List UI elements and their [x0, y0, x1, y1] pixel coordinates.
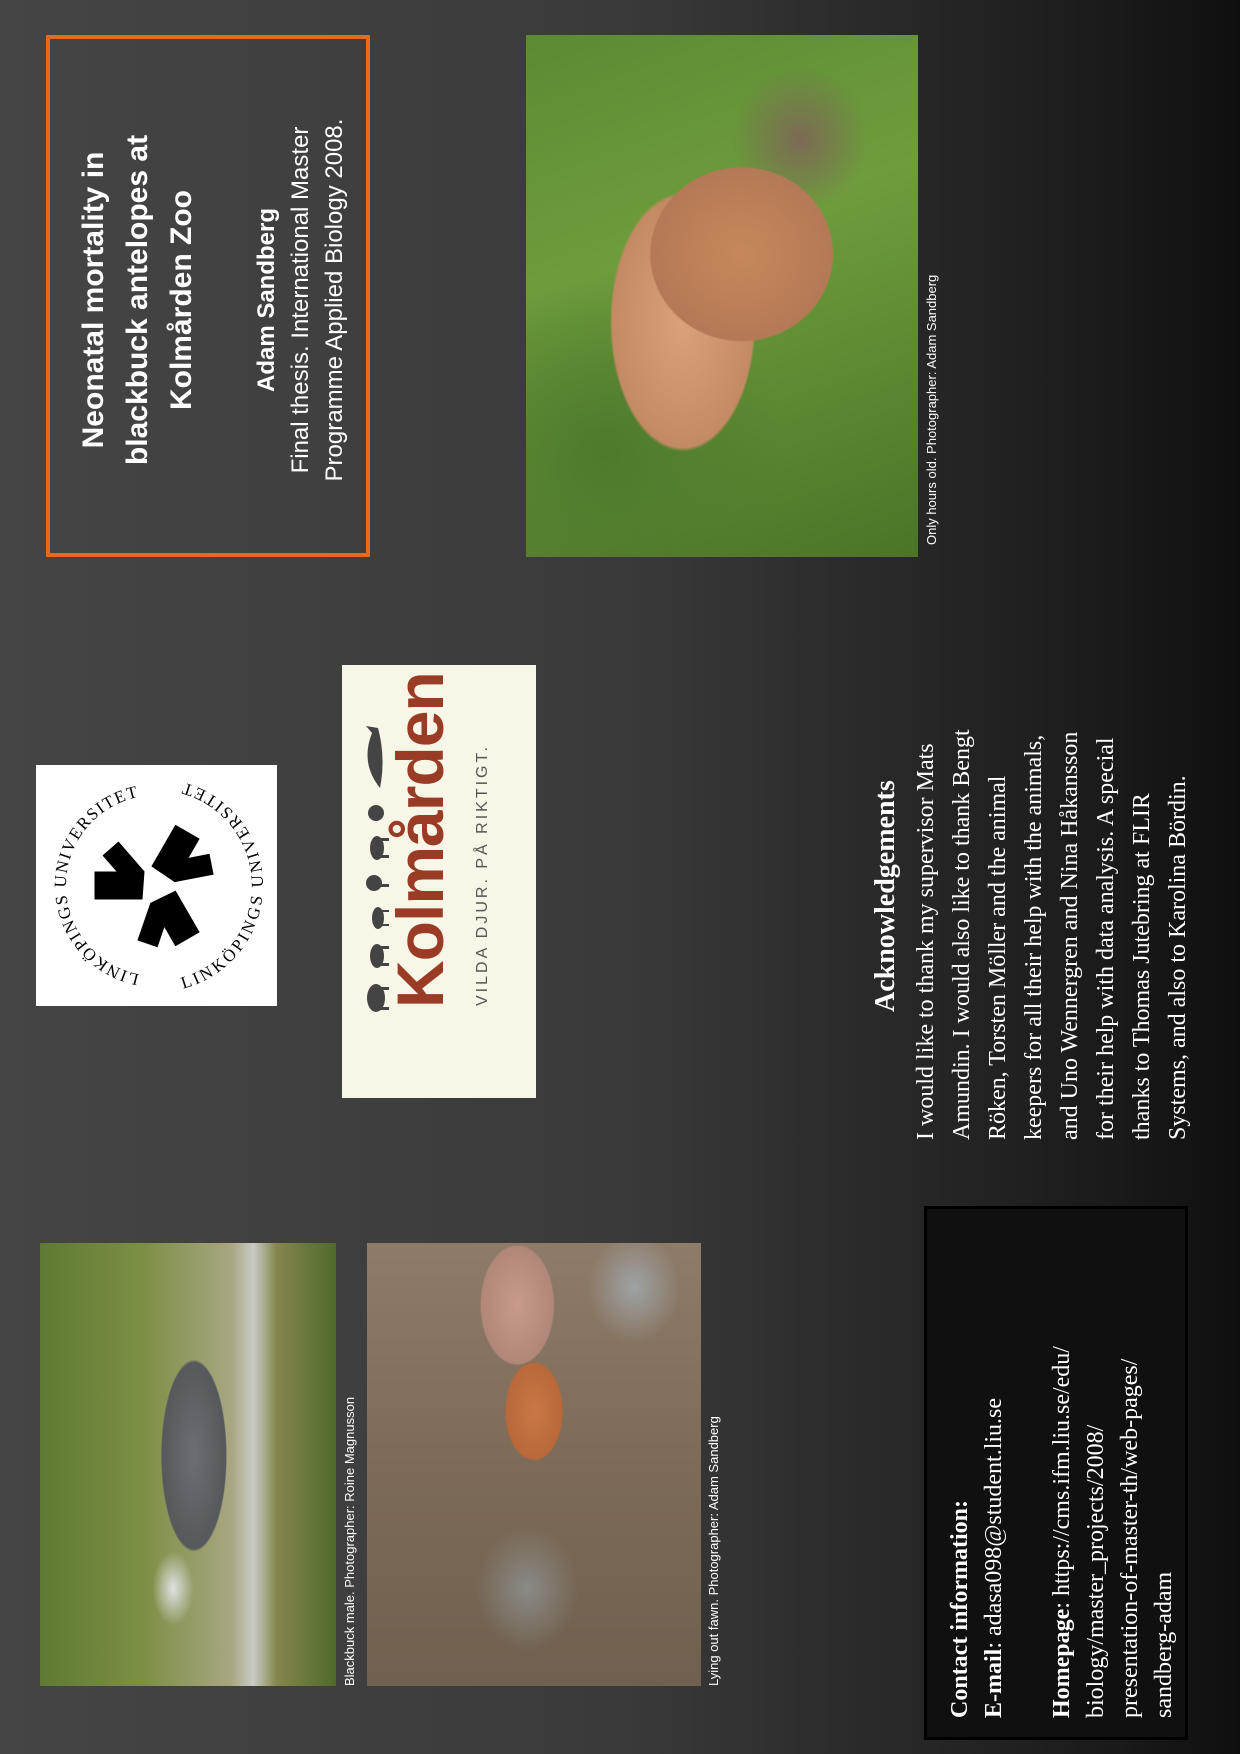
- liu-text-bottom: LINKÖPINGS UNIVERSITET: [178, 778, 268, 993]
- contact-box: [924, 1206, 1188, 1740]
- ack-line: for their help with data analysis. A special: [1093, 737, 1119, 1140]
- contact-content: [927, 1209, 1188, 1740]
- lying-fawn-photo: [367, 1243, 701, 1686]
- poster-title-line-3: Kolmården Zoo: [165, 190, 198, 411]
- acknowledgements-heading: Acknowledgements: [870, 780, 901, 1012]
- homepage-link-line-2[interactable]: biology/master_projects/2008/: [1083, 1424, 1109, 1718]
- ack-line: Amundin. I would also like to thank Bengt: [949, 729, 975, 1140]
- lying-fawn-caption: Lying out fawn. Photographer: Adam Sandberg: [706, 1416, 721, 1686]
- email-label: E-mail: [981, 1648, 1007, 1718]
- homepage-row: [1045, 1231, 1079, 1718]
- ack-line: thanks to Thomas Jutebring at FLIR: [1129, 793, 1155, 1140]
- ack-line: I would like to thank my supervisor Mats: [913, 743, 939, 1140]
- email-row: [977, 1231, 1011, 1718]
- title-box: [46, 35, 370, 557]
- liu-text-top: LINKÖPINGS UNIVERSITET: [50, 781, 141, 990]
- title-content: [50, 39, 374, 561]
- poster-title-line-1: Neonatal mortality in: [77, 151, 110, 449]
- thesis-line-1: Final thesis. International Master: [287, 126, 314, 474]
- newborn-fawn-caption: Only hours old. Photographer: Adam Sandberg: [924, 274, 939, 545]
- liu-logo: [36, 765, 277, 1006]
- kolmarden-logo-content: [342, 665, 536, 1098]
- thesis-line-2: Programme Applied Biology 2008.: [321, 118, 348, 482]
- svg-text:LINKÖPINGS UNIVERSITET: [179, 778, 268, 992]
- contact-heading: Contact information:: [947, 1500, 973, 1718]
- ack-line: Röken, Torsten Möller and the animal: [985, 775, 1011, 1140]
- author-name: Adam Sandberg: [253, 207, 280, 393]
- newborn-fawn-photo: [526, 35, 918, 557]
- kolmarden-tagline: VILDA DJUR. PÅ RIKTIGT.: [474, 744, 491, 1006]
- ack-line: and Uno Wennergren and Nina Håkansson: [1057, 731, 1083, 1140]
- ack-line: Systems, and also to Karolina Bördin.: [1165, 775, 1191, 1140]
- ack-line: keepers for all their help with the animals,: [1021, 734, 1047, 1140]
- kolmarden-logo: [342, 665, 536, 1098]
- homepage-link-line-4[interactable]: sandberg-adam: [1151, 1571, 1177, 1718]
- poster-title-line-2: blackbuck antelopes at: [121, 134, 154, 466]
- homepage-label: Homepage: [1049, 1608, 1075, 1718]
- homepage-link-line-3[interactable]: presentation-of-master-th/web-pages/: [1117, 1358, 1143, 1718]
- blackbuck-male-photo: [40, 1243, 336, 1686]
- blackbuck-caption: Blackbuck male. Photographer: Roine Magnusson: [342, 1396, 357, 1686]
- liu-emblem-icon: [36, 765, 277, 1006]
- contact-spacer: [1011, 1231, 1045, 1718]
- kolmarden-wordmark: Kolmården: [383, 672, 457, 1008]
- email-link[interactable]: : adasa098@student.liu.se: [981, 1397, 1007, 1649]
- acknowledgements-body: [908, 640, 1196, 1140]
- homepage-link-line-1[interactable]: : https://cms.ifm.liu.se/edu/: [1049, 1346, 1075, 1609]
